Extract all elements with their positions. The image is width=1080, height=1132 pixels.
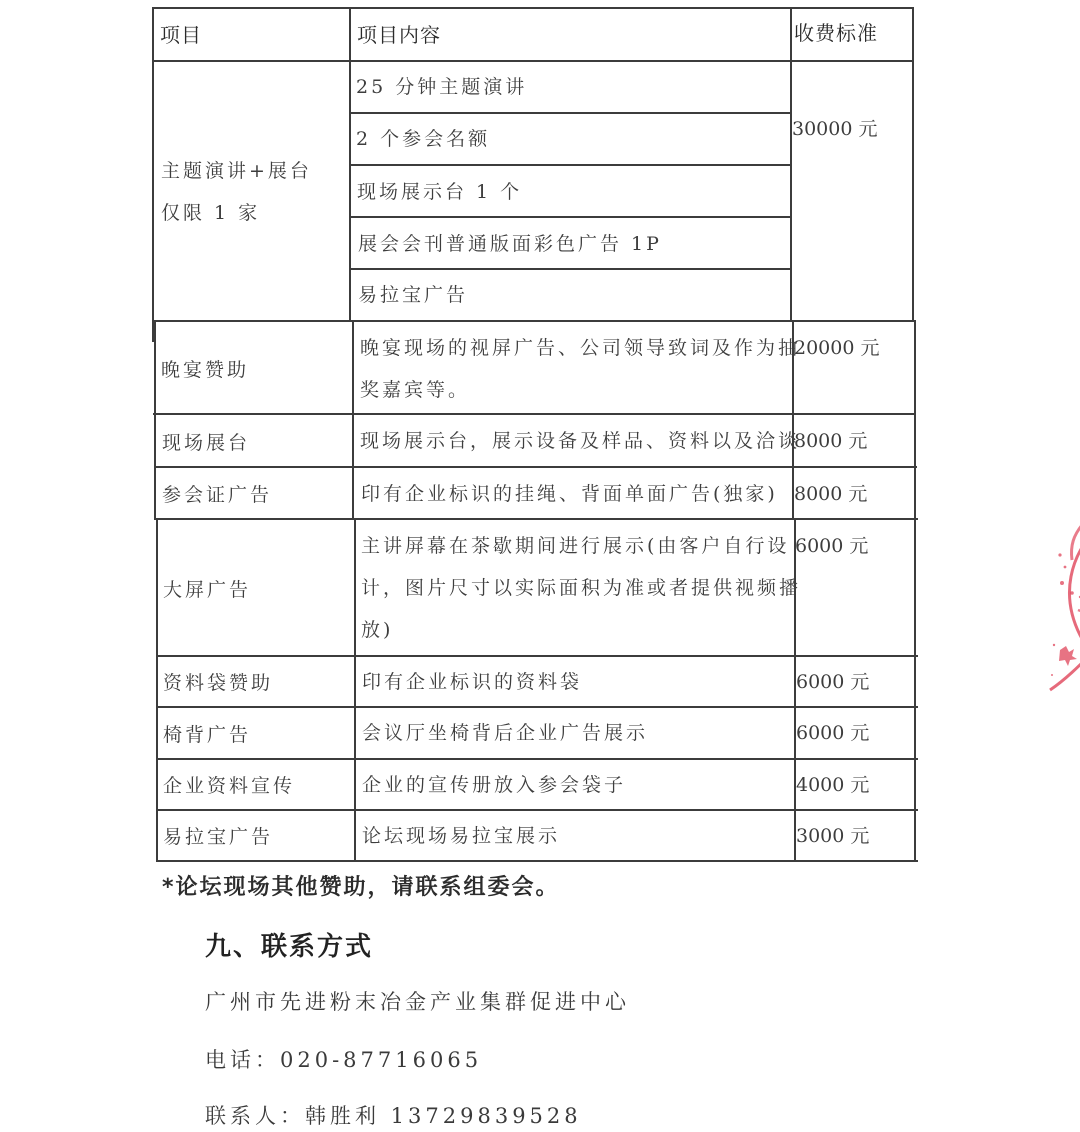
fee-cell: 4000 元	[796, 774, 870, 796]
row-divider	[154, 466, 917, 468]
content-cell: 易拉宝广告	[358, 284, 469, 306]
item-cell: 企业资料宣传	[163, 775, 296, 797]
column-divider-1	[349, 7, 351, 320]
content-cell: 印有企业标识的资料袋	[362, 671, 583, 693]
content-cell: 现场展示台 1 个	[357, 181, 523, 203]
row-divider	[155, 518, 918, 520]
content-cell: 现场展示台，展示设备及样品、资料以及洽谈	[360, 430, 801, 452]
table-border-right	[914, 320, 916, 862]
item-cell: 仅限 1 家	[161, 202, 261, 224]
row-divider	[152, 320, 916, 322]
content-cell: 企业的宣传册放入参会袋子	[362, 774, 627, 796]
content-cell: 放)	[361, 619, 394, 641]
fee-cell: 20000 元	[794, 337, 880, 359]
content-cell: 论坛现场易拉宝展示	[362, 825, 561, 847]
fee-cell: 8000 元	[794, 430, 868, 452]
table-border-left	[152, 7, 154, 342]
header-divider	[152, 60, 914, 62]
table-border-right	[912, 7, 914, 320]
content-cell: 奖嘉宾等。	[360, 379, 471, 401]
content-cell: 展会会刊普通版面彩色广告 1P	[358, 233, 662, 255]
fee-cell: 3000 元	[796, 825, 870, 847]
table-border-top	[152, 7, 914, 9]
row-divider	[349, 112, 791, 114]
content-cell: 晚宴现场的视屏广告、公司领导致词及作为抽	[360, 337, 801, 359]
item-cell: 参会证广告	[162, 484, 273, 506]
header-fee: 收费标准	[794, 21, 878, 45]
row-divider	[157, 809, 918, 811]
content-cell: 2 个参会名额	[356, 128, 491, 150]
item-cell: 椅背广告	[163, 724, 252, 746]
row-divider	[349, 268, 791, 270]
item-cell: 易拉宝广告	[163, 826, 274, 848]
content-cell: 印有企业标识的挂绳、背面单面广告(独家)	[361, 483, 778, 505]
table-border-left	[154, 320, 156, 520]
item-cell: 现场展台	[162, 432, 251, 454]
table-border-bottom	[157, 860, 918, 862]
contact-organization: 广州市先进粉末冶金产业集群促进中心	[205, 990, 630, 1014]
row-divider	[156, 655, 918, 657]
fee-cell: 6000 元	[795, 535, 869, 557]
row-divider	[153, 413, 916, 415]
contact-phone: 电话：020-87716065	[205, 1048, 483, 1072]
contact-section-title: 九、联系方式	[205, 932, 374, 962]
red-seal-stamp-icon	[1040, 515, 1080, 700]
fee-cell: 8000 元	[794, 483, 868, 505]
sponsorship-note: *论坛现场其他赞助，请联系组委会。	[162, 875, 560, 900]
table-border-left	[156, 518, 158, 862]
content-cell: 25 分钟主题演讲	[356, 76, 528, 98]
header-item: 项目	[160, 23, 202, 47]
content-cell: 会议厅坐椅背后企业广告展示	[362, 722, 649, 744]
content-cell: 主讲屏幕在茶歇期间进行展示(由客户自行设	[361, 535, 790, 557]
item-cell: 主题演讲+展台	[161, 160, 312, 182]
row-divider	[157, 758, 918, 760]
item-cell: 大屏广告	[163, 579, 252, 601]
row-divider	[156, 706, 918, 708]
fee-cell: 30000 元	[792, 118, 878, 140]
column-divider-1	[352, 320, 354, 520]
row-divider	[349, 164, 791, 166]
row-divider	[349, 216, 791, 218]
item-cell: 资料袋赞助	[163, 672, 274, 694]
fee-cell: 6000 元	[796, 722, 870, 744]
column-divider-1	[354, 518, 356, 862]
contact-person: 联系人：韩胜利 13729839528	[205, 1104, 582, 1128]
content-cell: 计，图片尺寸以实际面积为准或者提供视频播	[361, 577, 802, 599]
header-content: 项目内容	[357, 23, 441, 47]
column-divider-2	[790, 7, 792, 320]
item-cell: 晚宴赞助	[161, 359, 250, 381]
fee-cell: 6000 元	[796, 671, 870, 693]
